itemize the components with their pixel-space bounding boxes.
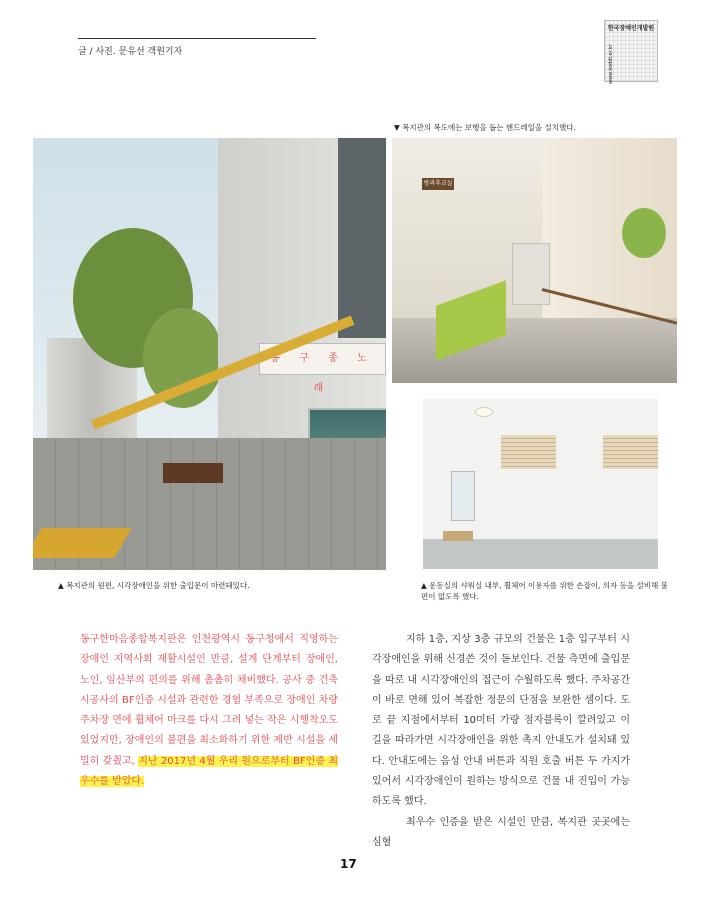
- header-rule: [78, 38, 316, 39]
- window-blind: [501, 435, 556, 469]
- byline: 글 / 사진. 문유선 객원기자: [78, 47, 183, 57]
- paragraph: [80, 630, 338, 792]
- caption-corridor: ▼ 복지관의 복도에는 보행을 돕는 핸드레일을 설치했다.: [394, 123, 576, 132]
- corridor-end: [512, 243, 550, 305]
- paragraph: 지하 1층, 지상 3층 규모의 건물은 1층 입구부터 시각장애인을 위해 신경쓴 것이 돋보인다. 건물 측면에 출입문을 따로 내 시각장애인의 접근이 수월하도록 했다. 주차공간이 바로 면해 있어 복잡한 정문의 단점을 보완한 셈이다. 도로 끝 지점에서부터 10미터 가량 점자블록이 깔려있고 이 길을 따라가면 시각장애인을 위한 촉지 안내도가 설치돼 있다. 안내도에는 음성 안내 버튼과 직원 호출 버튼 두 가지가 있어서 시각장애인이 원하는 방식으로 건물 내 진입이 가능하도록 했다.: [372, 634, 630, 808]
- building-window: [338, 138, 386, 338]
- caption-entrance: ▲ 복지관의 원편, 시각장애인을 위한 출입문이 마련돼있다.: [58, 581, 250, 590]
- paragraph: 최우수 인증을 받은 시설인 만큼, 복지관 곳곳에는 심혈: [372, 816, 630, 848]
- bench: [163, 463, 223, 483]
- paragraph-text: 동구한마음종합복지관은 인천광역시 동구청에서 직영하는 장애인 지역사회 재활시설인 만큼, 설계 단계부터 장애인, 노인, 임산부의 편의를 위해 촘촘히 채비했다. 공사 중 건축 시공사의 BF인증 시설과 관련한 경험 부족으로 장애인 차량 주차장 면에 휠체어 마크를 다시 그려 넣는 작은 시행착오도 있었지만, 장애인의 불편을 최소화하기 위한 제반 시설을 세밀히 갖췄고,: [80, 634, 338, 767]
- wall-tree-mural: [622, 208, 666, 258]
- publisher-stamp: [604, 20, 658, 82]
- shower-seat: [443, 531, 473, 541]
- stamp-title: 한국장애인개발원: [607, 25, 655, 32]
- room-sign: 방과후교실: [422, 178, 454, 190]
- window-blind: [603, 435, 658, 469]
- mirror: [451, 471, 475, 521]
- stamp-url: www.koddi.or.kr: [608, 44, 614, 84]
- shower-floor: [423, 539, 658, 569]
- body-column-left: [80, 630, 338, 792]
- building-banner: 동 구 종 노 래: [259, 343, 386, 375]
- corridor-floor: [392, 318, 677, 383]
- photo-shower-room: [423, 399, 658, 569]
- highlighted-text: 지난 2017년 4월 우리 원으로부터 BF인증 최우수를 받았다.: [80, 755, 338, 788]
- ceiling-light: [475, 407, 493, 417]
- photo-building-entrance: [33, 138, 386, 570]
- caption-shower: ▲ 운동실의 샤워실 내부, 휠체어 이용자를 위한 손잡이, 의자 등을 설비해 불편이 없도록 했다.: [421, 581, 668, 601]
- photo-corridor: [392, 138, 677, 383]
- page-number: 17: [340, 857, 357, 871]
- tactile-block: [33, 528, 132, 558]
- body-column-right: [372, 630, 630, 853]
